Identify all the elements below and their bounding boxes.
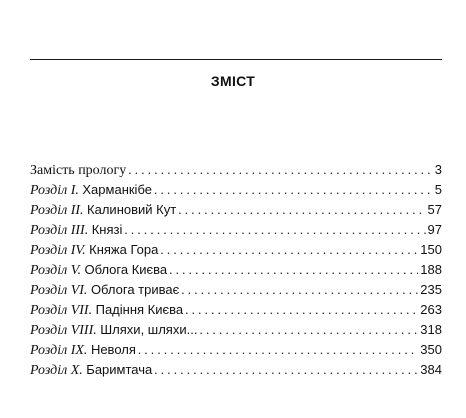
toc-entry-label [30, 300, 183, 321]
toc-entry-label [30, 340, 136, 361]
toc-entry-label [30, 280, 179, 301]
chapter-number: Розділ VII. [30, 303, 93, 318]
toc-entry-title: Шляхи, шляхи... [100, 322, 198, 337]
chapter-number: Розділ IV. [30, 243, 86, 258]
chapter-number: Розділ V. [30, 263, 81, 278]
toc-entry-title: Облога триває [90, 282, 180, 297]
chapter-number: Розділ Х. [30, 363, 83, 378]
chapter-number: Розділ ІХ. [30, 343, 88, 358]
toc-entry-chapter-4[interactable] [30, 240, 442, 260]
toc-entry-label [30, 220, 122, 241]
chapter-number: Розділ VI. [30, 283, 88, 298]
dot-leader [185, 300, 418, 320]
toc-entry-chapter-8[interactable] [30, 320, 442, 340]
toc-page-number: 318 [420, 322, 442, 337]
toc-entry-prologue[interactable] [30, 160, 442, 180]
toc-entry-chapter-5[interactable] [30, 260, 442, 280]
toc-entry-title: Падіння Києва [95, 302, 184, 317]
toc-entry-title: Калиновий Кут [87, 202, 177, 217]
table-of-contents [30, 160, 442, 380]
toc-entry-chapter-2[interactable] [30, 200, 442, 220]
toc-entry-title: Неволя [90, 342, 136, 357]
header-rule [30, 59, 442, 60]
chapter-number: Розділ VIII. [30, 323, 97, 338]
toc-entry-title: Облога Києва [84, 262, 168, 277]
toc-entry-label [30, 260, 167, 281]
dot-leader [169, 260, 418, 280]
chapter-number: Розділ ІІІ. [30, 223, 89, 238]
toc-page-number: 188 [420, 262, 442, 277]
toc-entry-label [30, 180, 152, 201]
dot-leader [128, 160, 433, 180]
dot-leader [154, 360, 418, 380]
toc-entry-title: Харманкібе [82, 182, 152, 197]
toc-page-number: 150 [420, 242, 442, 257]
chapter-number: Розділ ІІ. [30, 203, 84, 218]
toc-entry-chapter-1[interactable] [30, 180, 442, 200]
toc-entry-label [30, 320, 197, 341]
dot-leader [178, 200, 425, 220]
toc-entry-chapter-3[interactable] [30, 220, 442, 240]
toc-page-number: 97 [427, 222, 442, 237]
toc-page-number: 235 [420, 282, 442, 297]
toc-entry-chapter-6[interactable] [30, 280, 442, 300]
toc-entry-title: Княжа Гора [89, 242, 159, 257]
toc-page-number: 3 [434, 162, 442, 177]
toc-page-number: 5 [434, 182, 442, 197]
dot-leader [138, 340, 418, 360]
dot-leader [124, 220, 425, 240]
page-title: ЗМІСТ [210, 73, 256, 89]
toc-entry-chapter-9[interactable] [30, 340, 442, 360]
toc-page-number: 263 [420, 302, 442, 317]
toc-entry-label [30, 360, 152, 381]
toc-page-number: 57 [427, 202, 442, 217]
toc-entry-chapter-10[interactable] [30, 360, 442, 380]
dot-leader [181, 280, 418, 300]
dot-leader [154, 180, 433, 200]
toc-page-number: 384 [420, 362, 442, 377]
toc-entry-title: Князі [91, 222, 123, 237]
toc-entry-label [30, 200, 176, 221]
toc-entry-label [30, 161, 126, 181]
dot-leader [199, 320, 418, 340]
dot-leader [160, 240, 418, 260]
toc-entry-title: Баримтача [86, 362, 153, 377]
toc-page-number: 350 [420, 342, 442, 357]
toc-entry-chapter-7[interactable] [30, 300, 442, 320]
toc-entry-label [30, 240, 158, 261]
toc-entry-title: Замість прологу [30, 163, 127, 178]
chapter-number: Розділ І. [30, 183, 79, 198]
